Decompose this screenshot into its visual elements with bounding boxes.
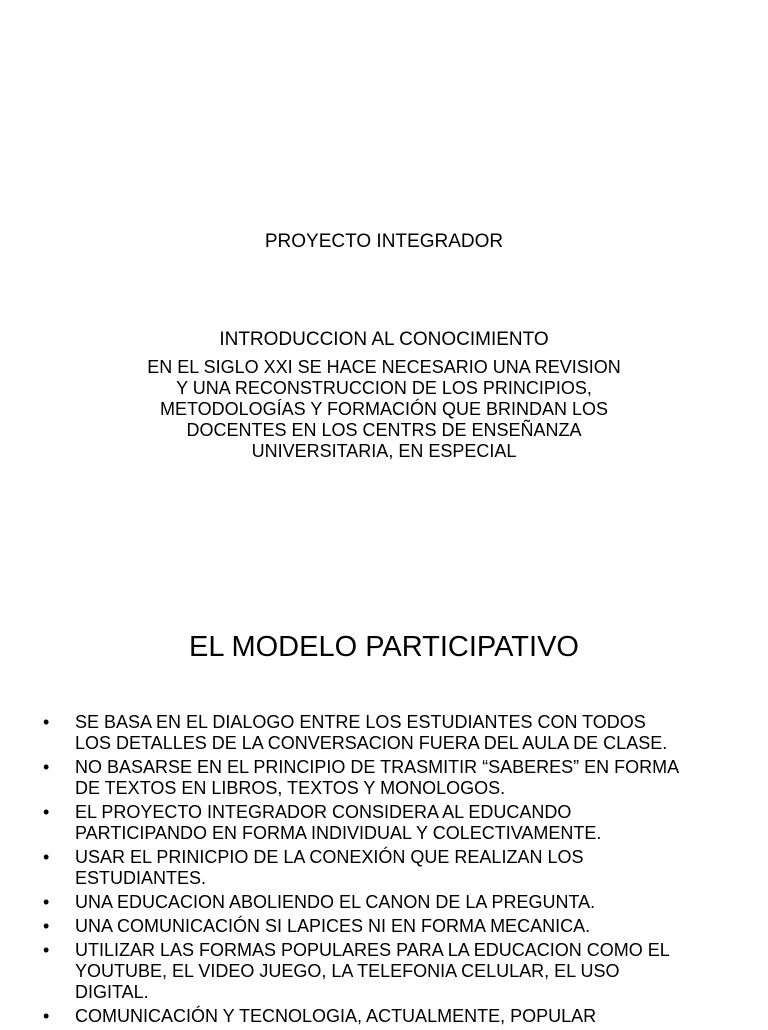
section-heading: EL MODELO PARTICIPATIVO <box>189 631 579 663</box>
bullet-text: SE BASA EN EL DIALOGO ENTRE LOS ESTUDIANTES CON TODOS <box>75 712 646 732</box>
intro-paragraph <box>124 357 644 462</box>
bullet-item <box>40 940 740 1003</box>
intro-line: UNIVERSITARIA, EN ESPECIAL <box>251 441 517 461</box>
bullet-item <box>40 847 740 889</box>
bullet-icon: • <box>43 712 50 732</box>
bullet-text: PARTICIPANDO EN FORMA INDIVIDUAL Y COLECTIVAMENTE. <box>75 823 602 843</box>
bullet-text: ESTUDIANTES. <box>75 868 207 888</box>
bullet-text: UNA COMUNICACIÓN SI LAPICES NI EN FORMA MECANICA. <box>75 916 591 936</box>
bullet-item <box>40 757 740 799</box>
bullet-icon: • <box>43 802 50 822</box>
bullet-item <box>40 712 740 754</box>
slide-subtitle: INTRODUCCION AL CONOCIMIENTO <box>219 329 549 350</box>
bullet-icon: • <box>43 1006 50 1026</box>
intro-line: EN EL SIGLO XXI SE HACE NECESARIO UNA REVISION <box>147 357 621 377</box>
bullet-list <box>40 712 740 1030</box>
bullet-text: USAR EL PRINICPIO DE LA CONEXIÓN QUE REALIZAN LOS <box>75 847 584 867</box>
bullet-text: LOS DETALLES DE LA CONVERSACION FUERA DEL AULA DE CLASE. <box>75 733 668 753</box>
intro-line: METODOLOGÍAS Y FORMACIÓN QUE BRINDAN LOS <box>159 399 609 419</box>
bullet-text: UTILIZAR LAS FORMAS POPULARES PARA LA EDUCACION COMO EL <box>75 940 670 960</box>
bullet-text: YOUTUBE, EL VIDEO JUEGO, LA TELEFONIA CELULAR, EL USO <box>75 961 620 981</box>
bullet-item <box>40 916 740 937</box>
bullet-text: DIGITAL. <box>75 982 149 1002</box>
bullet-text: COMUNICACIÓN Y TECNOLOGIA, ACTUALMENTE, POPULAR <box>75 1006 597 1026</box>
bullet-icon: • <box>43 892 50 912</box>
bullet-item <box>40 802 740 844</box>
bullet-item <box>40 892 740 913</box>
bullet-text: UNA EDUCACION ABOLIENDO EL CANON DE LA PREGUNTA. <box>75 892 596 912</box>
bullet-text: DE TEXTOS EN LIBROS, TEXTOS Y MONOLOGOS. <box>75 778 506 798</box>
bullet-icon: • <box>43 757 50 777</box>
intro-line: Y UNA RECONSTRUCCION DE LOS PRINCIPIOS, <box>176 378 592 398</box>
slide-title: PROYECTO INTEGRADOR <box>264 231 504 252</box>
bullet-text: EL PROYECTO INTEGRADOR CONSIDERA AL EDUCANDO <box>75 802 572 822</box>
bullet-icon: • <box>43 916 50 936</box>
bullet-icon: • <box>43 847 50 867</box>
bullet-icon: • <box>43 940 50 960</box>
bullet-text: NO BASARSE EN EL PRINCIPIO DE TRASMITIR “SABERES” EN FORMA <box>75 757 680 777</box>
intro-line: DOCENTES EN LOS CENTRS DE ENSEÑANZA <box>186 420 582 440</box>
